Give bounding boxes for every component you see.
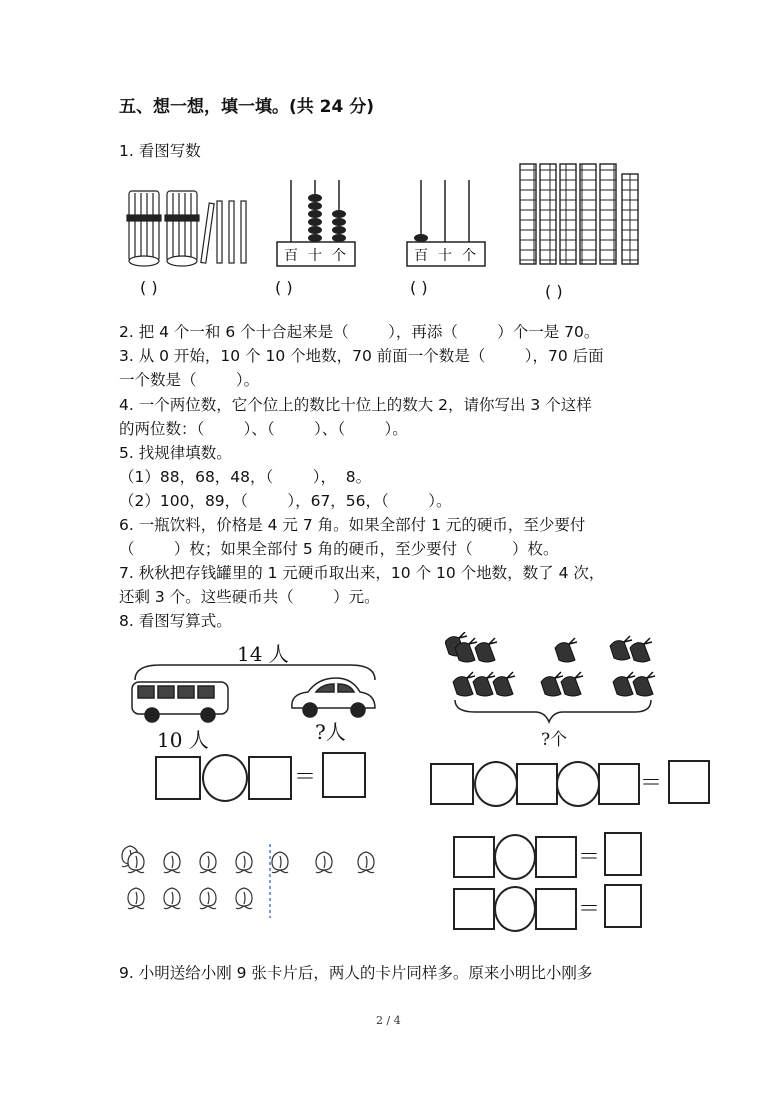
abacus-2-label-hundreds: 百	[414, 248, 428, 264]
eq1-box-1[interactable]	[155, 756, 201, 800]
eq4-box-2[interactable]	[535, 888, 577, 930]
abacus-1-label-ones: 个	[332, 248, 346, 264]
eq1-box-2[interactable]	[248, 756, 292, 800]
q3-text-line1: 3. 从 0 开始，10 个 10 个地数，70 前面一个数是（ ），70 后面	[119, 347, 604, 365]
eq2-box-2[interactable]	[516, 763, 558, 805]
eq3-result-box[interactable]	[604, 832, 642, 876]
q8-total-label: 14 人	[237, 642, 289, 666]
q1-answer-4[interactable]: ( )	[545, 282, 563, 301]
abacus-1-label-hundreds: 百	[284, 248, 298, 264]
q7-text-line2: 还剩 3 个。这些硬币共（ ）元。	[119, 588, 380, 606]
bus-car-figure	[130, 660, 385, 725]
bundle-2	[165, 191, 199, 266]
bundle-1	[127, 191, 161, 266]
eq2-box-1[interactable]	[430, 763, 474, 805]
q6-text-line2: （ ）枚；如果全部付 5 角的硬币，至少要付（ ）枚。	[119, 540, 559, 558]
q1-answer-3[interactable]: ( )	[410, 278, 428, 297]
q5-item-2: （2）100，89，（ ），67，56，（ ）。	[119, 492, 452, 510]
q9-text: 9. 小明送给小刚 9 张卡片后，两人的卡片同样多。原来小明比小刚多	[119, 964, 593, 982]
abacus-2-label-tens: 十	[438, 248, 452, 264]
eq1-equals: ＝	[294, 765, 317, 790]
abacus-2-label-ones: 个	[462, 248, 476, 264]
eq2-operator-circle-1[interactable]	[474, 761, 518, 807]
eq3-operator-circle[interactable]	[494, 834, 536, 880]
eq4-result-box[interactable]	[604, 884, 642, 928]
q6-text-line1: 6. 一瓶饮料，价格是 4 元 7 角。如果全部付 1 元的硬币，至少要付	[119, 516, 586, 534]
q8-carrot-question-label: ?个	[541, 730, 568, 750]
eq3-box-1[interactable]	[453, 836, 495, 878]
q1-answer-2[interactable]: ( )	[275, 278, 293, 297]
eq3-box-2[interactable]	[535, 836, 577, 878]
q4-text-line1: 4. 一个两位数，它个位上的数比十位上的数大 2，请你写出 3 个这样	[119, 396, 592, 414]
eq4-equals: ＝	[578, 897, 601, 922]
q1-answer-1[interactable]: ( )	[140, 278, 158, 297]
q8-car-label: ?人	[315, 720, 346, 744]
abacus-1-label-tens: 十	[308, 248, 322, 264]
q8-title: 8. 看图写算式。	[119, 612, 232, 630]
q5-item-1: （1）88，68，48，（ ）， 8。	[119, 468, 372, 486]
eq4-box-1[interactable]	[453, 888, 495, 930]
q3-text-line2: 一个数是（ ）。	[119, 371, 260, 389]
q2-text: 2. 把 4 个一和 6 个十合起来是（ ），再添（ ）个一是 70。	[119, 323, 600, 341]
carrots-brace	[455, 700, 651, 722]
q1-title: 1. 看图写数	[119, 142, 201, 160]
eq2-equals: ＝	[640, 771, 663, 796]
car-icon	[292, 678, 375, 717]
peaches-figure	[120, 842, 390, 922]
single-sticks	[201, 201, 246, 263]
q4-text-line2: 的两位数：（ ）、（ ）、（ ）。	[119, 420, 408, 438]
stick-bundles-figure	[125, 185, 255, 270]
q8-bus-label: 10 人	[157, 728, 209, 752]
eq1-result-box[interactable]	[322, 752, 366, 798]
eq2-box-3[interactable]	[598, 763, 640, 805]
page-number: 2 / 4	[376, 1014, 401, 1027]
eq3-equals: ＝	[578, 845, 601, 870]
q5-title: 5. 找规律填数。	[119, 444, 232, 462]
q7-text-line1: 7. 秋秋把存钱罐里的 1 元硬币取出来，10 个 10 个地数，数了 4 次，	[119, 564, 605, 582]
bus-icon	[132, 682, 228, 722]
eq1-operator-circle[interactable]	[202, 754, 248, 802]
abacus-1-figure	[275, 178, 360, 270]
ten-rods-figure	[518, 160, 643, 270]
abacus-2-figure	[405, 178, 490, 270]
eq2-operator-circle-2[interactable]	[556, 761, 600, 807]
eq2-result-box[interactable]	[668, 760, 710, 804]
eq4-operator-circle[interactable]	[494, 886, 536, 932]
section-title: 五、想一想，填一填。(共 24 分)	[119, 97, 375, 117]
carrots-figure	[445, 632, 665, 740]
